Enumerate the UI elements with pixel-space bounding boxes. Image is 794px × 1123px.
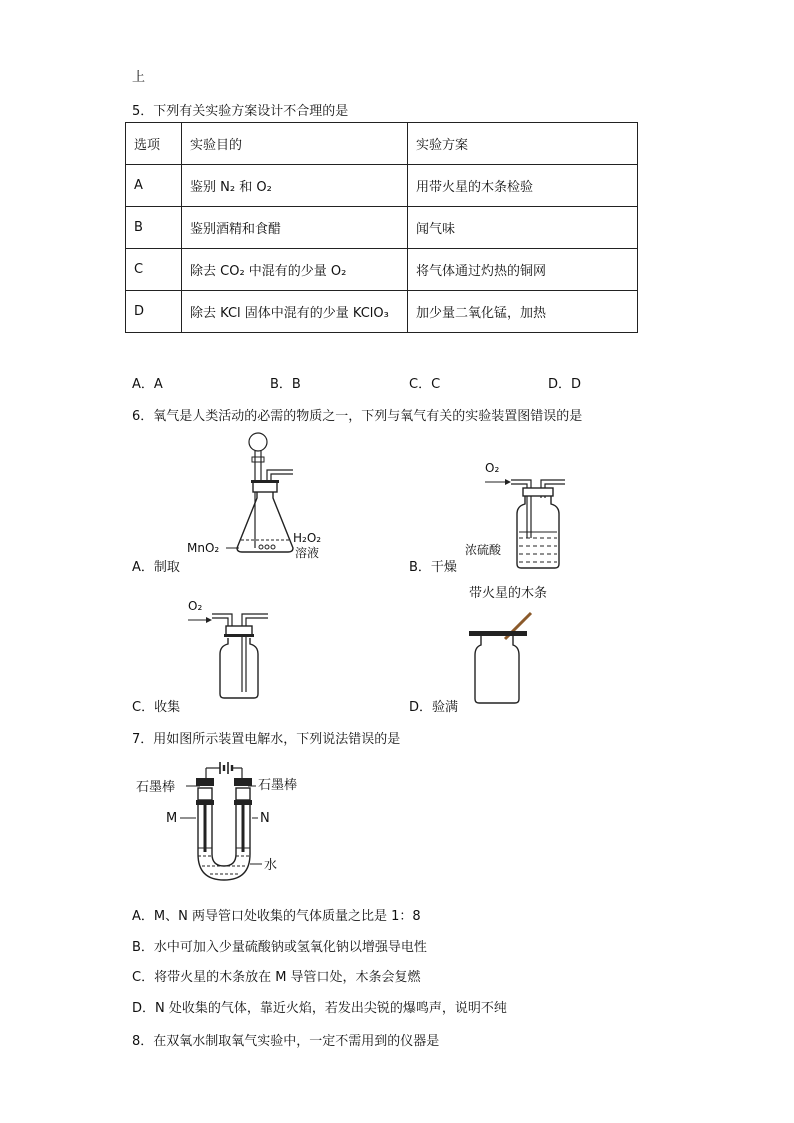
water-electrolysis-figure xyxy=(130,756,320,886)
row-plan: 闻气味 xyxy=(408,207,638,249)
row-option: A xyxy=(126,165,182,207)
table-row xyxy=(126,165,638,207)
q5-table xyxy=(125,122,638,333)
q8-stem: 8．在双氧水制取氧气实验中，一定不需用到的仪器是 xyxy=(132,1034,440,1049)
m-label: M xyxy=(166,811,178,826)
row-option: B xyxy=(126,207,182,249)
q6-a-label: A．制取 xyxy=(132,560,180,575)
oxygen-generation-flask-figure xyxy=(187,430,355,570)
row-plan: 加少量二氧化锰，加热 xyxy=(408,291,638,333)
table-row xyxy=(126,249,638,291)
q5-choice-d: D．D xyxy=(548,377,582,392)
row-plan: 将气体通过灼热的铜网 xyxy=(408,249,638,291)
q6-d-label: D．验满 xyxy=(409,700,459,715)
row-goal: 鉴别 N₂ 和 O₂ xyxy=(182,165,408,207)
oxygen-full-test-figure xyxy=(455,583,585,708)
o2-label-c: O₂ xyxy=(188,599,203,613)
right-electrode-label: 石墨棒 xyxy=(258,778,298,793)
q7-option-d: D．N 处收集的气体，靠近火焰，若发出尖锐的爆鸣声，说明不纯 xyxy=(132,1001,507,1016)
q7-option-a: A．M、N 两导管口处收集的气体质量之比是 1：8 xyxy=(132,909,421,924)
row-goal: 除去 KCl 固体中混有的少量 KClO₃ xyxy=(182,291,408,333)
gas-drying-bottle-figure xyxy=(455,458,605,578)
q7-option-c: C．将带火星的木条放在 M 导管口处，木条会复燃 xyxy=(132,970,421,985)
o2-label-b: O₂ xyxy=(485,461,500,475)
h2o2-solution-label: 溶液 xyxy=(295,546,320,560)
row-goal: 除去 CO₂ 中混有的少量 O₂ xyxy=(182,249,408,291)
previous-question-tail: 上 xyxy=(132,70,146,85)
n-label: N xyxy=(260,811,270,826)
water-label: 水 xyxy=(264,858,278,873)
q6-c-label: C．收集 xyxy=(132,700,181,715)
table-header-row xyxy=(126,123,638,165)
header-option: 选项 xyxy=(126,123,182,165)
table-row xyxy=(126,207,638,249)
header-plan: 实验方案 xyxy=(408,123,638,165)
q5-choice-b: B．B xyxy=(270,377,301,392)
q6-stem: 6．氧气是人类活动的必需的物质之一，下列与氧气有关的实验装置图错误的是 xyxy=(132,409,583,424)
row-plan: 用带火星的木条检验 xyxy=(408,165,638,207)
q5-stem: 5．下列有关实验方案设计不合理的是 xyxy=(132,104,349,119)
q5-choice-a: A．A xyxy=(132,377,163,392)
q5-choice-c: C．C xyxy=(409,377,441,392)
splint-label: 带火星的木条 xyxy=(469,586,548,601)
h2o2-label: H₂O₂ xyxy=(293,531,322,545)
row-option: C xyxy=(126,249,182,291)
row-option: D xyxy=(126,291,182,333)
left-electrode-label: 石墨棒 xyxy=(136,780,176,795)
mno2-label: MnO₂ xyxy=(187,541,220,555)
acid-label: 浓硫酸 xyxy=(465,543,502,557)
row-goal: 鉴别酒精和食醋 xyxy=(182,207,408,249)
gas-collecting-bottle-figure xyxy=(180,596,300,708)
q6-b-label: B．干燥 xyxy=(409,560,457,575)
q7-option-b: B．水中可加入少量硫酸钠或氢氧化钠以增强导电性 xyxy=(132,940,427,955)
q7-stem: 7．用如图所示装置电解水，下列说法错误的是 xyxy=(132,732,401,747)
header-goal: 实验目的 xyxy=(182,123,408,165)
table-row xyxy=(126,291,638,333)
